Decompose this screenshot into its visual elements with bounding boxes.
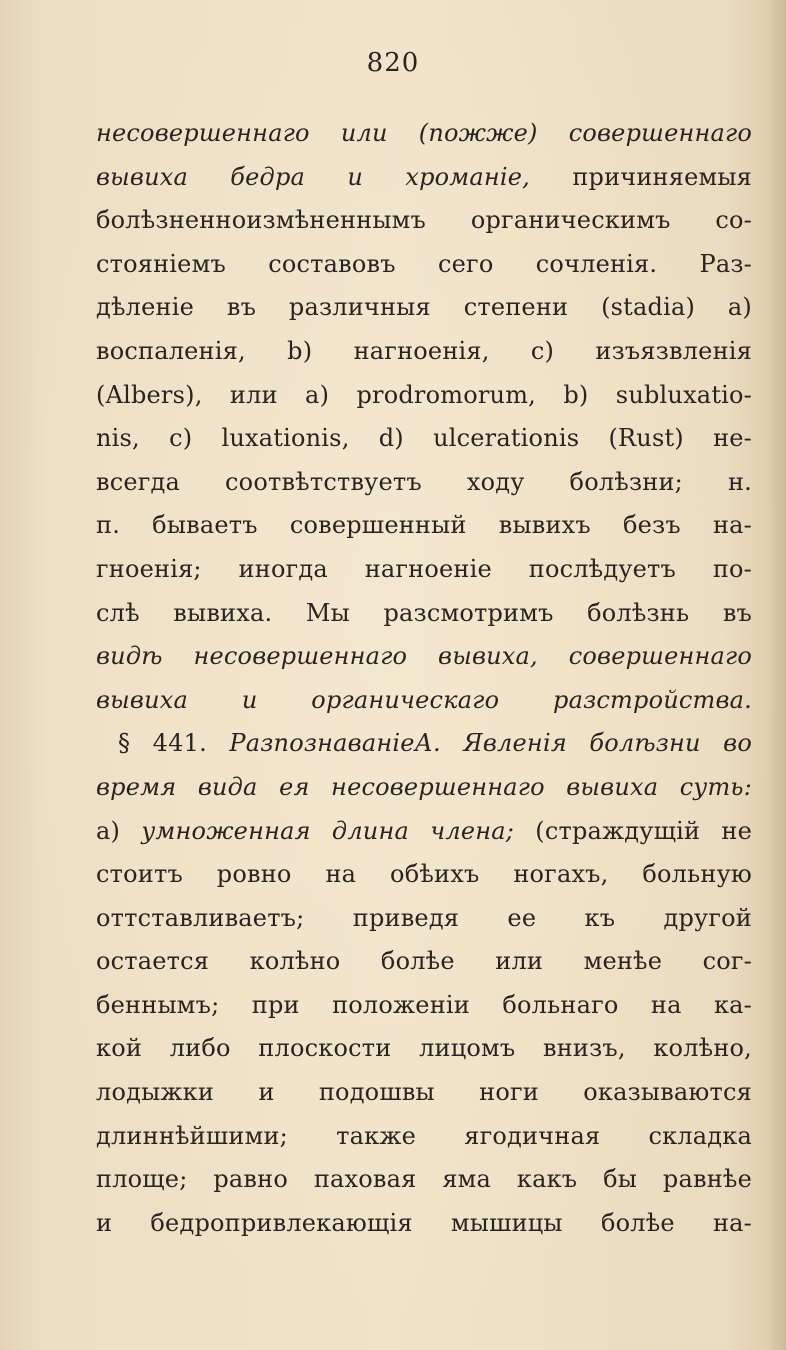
text-segment: воспаленія, b) нагноенія, c) изъязвленія [96, 336, 752, 365]
text-segment: площе; равно паховая яма какъ бы равнѣе [96, 1165, 752, 1194]
text-line [96, 853, 752, 897]
text-line [96, 1115, 752, 1159]
italic-segment: видѣ несовершеннаго вывиха, совершеннаго [96, 642, 752, 671]
text-line [96, 548, 752, 592]
text-line [96, 592, 752, 636]
text-line [96, 984, 752, 1028]
text-line [96, 810, 752, 854]
italic-segment: время вида ея несовершеннаго вывиха суть: [96, 772, 752, 801]
text-segment: (страждущій не [514, 816, 752, 845]
text-line [96, 940, 752, 984]
text-line [96, 417, 752, 461]
text-line [96, 504, 752, 548]
text-line [96, 1202, 752, 1246]
text-segment: дѣленіе въ различныя степени (stadia) а) [96, 293, 752, 322]
text-segment: оттставливаетъ; приведя ее къ другой [96, 903, 752, 932]
page-number: 820 [366, 48, 420, 78]
text-line [96, 897, 752, 941]
text-segment: и бедропривлекающія мышицы болѣе на- [96, 1208, 752, 1237]
text-line [96, 112, 752, 156]
text-line [96, 156, 752, 200]
text-line [96, 635, 752, 679]
text-segment: лодыжки и подошвы ноги оказываются [96, 1078, 752, 1107]
text-segment: слѣ вывиха. Мы разсмотримъ болѣзнь въ [96, 598, 752, 627]
text-segment: длиннѣйшими; также ягодичная складка [96, 1121, 752, 1150]
text-line [96, 286, 752, 330]
text-segment: nis, c) luxationis, d) ulcerationis (Rust) не- [96, 424, 752, 453]
text-segment: остается колѣно болѣе или менѣе сог- [96, 947, 752, 976]
text-segment: гноенія; иногда нагноеніе послѣдуетъ по- [96, 554, 752, 583]
text-segment: всегда соотвѣтствуетъ ходу болѣзни; н. [96, 467, 752, 496]
italic-segment: вывиха и органическаго разстройства. [96, 685, 752, 714]
text-line [96, 374, 752, 418]
text-line [96, 1158, 752, 1202]
text-segment: причиняемыя [530, 162, 752, 191]
text-segment: (Albers), или a) prodromorum, b) subluxatio- [96, 380, 752, 409]
text-segment: a) [96, 816, 142, 845]
text-line [96, 1027, 752, 1071]
text-line [96, 1071, 752, 1115]
text-segment: стояніемъ составовъ сего сочленія. Раз- [96, 249, 752, 278]
text-segment: болѣзненноизмѣненнымъ органическимъ со- [96, 206, 752, 235]
text-block [96, 112, 752, 1245]
italic-segment: несовершеннаго или (пожже) совершеннаго [96, 119, 752, 147]
text-segment: § 441. [118, 729, 230, 758]
italic-segment: РазпознаваніеА. Явленія болѣзни во [229, 729, 752, 758]
text-line [96, 330, 752, 374]
text-segment: кой либо плоскости лицомъ внизъ, колѣно, [96, 1034, 752, 1063]
text-line [96, 722, 752, 766]
italic-segment: вывиха бедра и хроманіе, [96, 162, 530, 191]
text-line [96, 679, 752, 723]
italic-segment: умноженная длина члена; [141, 816, 515, 845]
text-segment: п. бываетъ совершенный вывихъ безъ на- [96, 511, 752, 540]
text-segment: беннымъ; при положеніи больнаго на ка- [96, 990, 752, 1019]
text-line [96, 766, 752, 810]
text-line [96, 243, 752, 287]
text-segment: стоитъ ровно на обѣихъ ногахъ, больную [96, 860, 752, 889]
text-line [96, 461, 752, 505]
text-line [96, 199, 752, 243]
